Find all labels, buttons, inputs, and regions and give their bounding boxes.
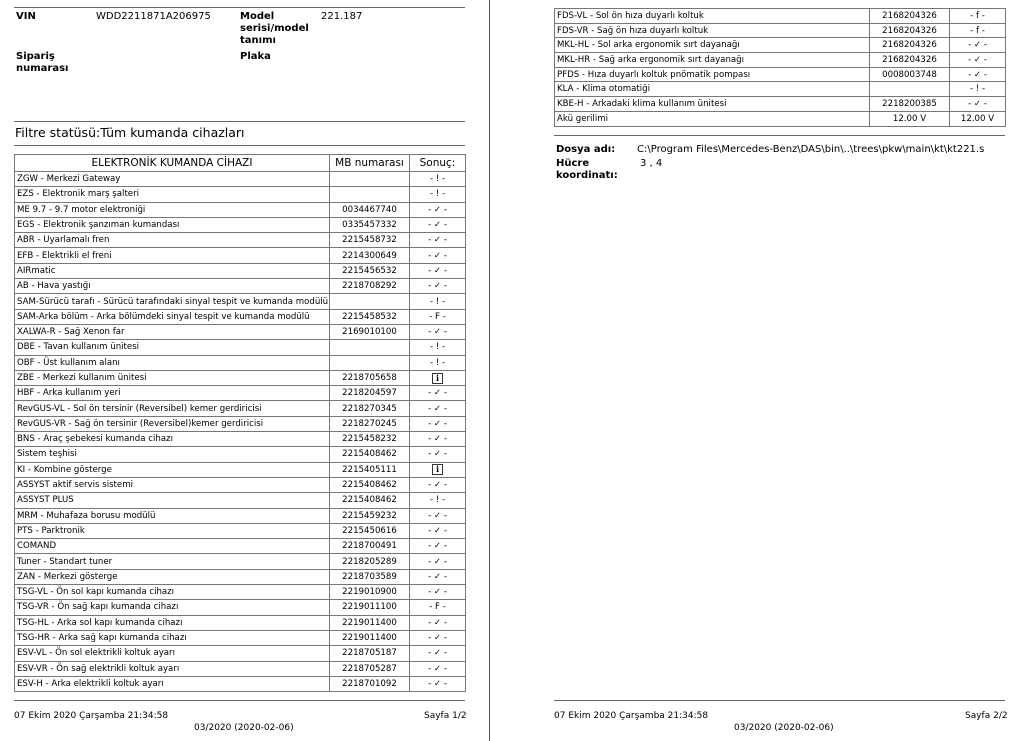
mb-number-cell: 2215456532: [330, 263, 410, 278]
result-cell: - F -: [410, 309, 466, 324]
ecu-name-cell: FDS-VR - Sağ ön hıza duyarlı koltuk: [555, 23, 870, 38]
result-cell: - ✓ -: [950, 38, 1006, 53]
result-cell: - ! -: [410, 294, 466, 309]
ecu-name-cell: ZGW - Merkezi Gateway: [15, 172, 330, 187]
ecu-name-cell: DBE - Tavan kullanım ünitesi: [15, 340, 330, 355]
mb-number-cell: 2168204326: [870, 53, 950, 68]
table-row: [15, 279, 466, 294]
mb-number-cell: 0008003748: [870, 67, 950, 82]
file-name-label: Dosya adı:: [556, 144, 616, 155]
table-row: [15, 493, 466, 508]
mb-number-cell: 0335457332: [330, 217, 410, 232]
table-row: [15, 340, 466, 355]
table-row: [15, 508, 466, 523]
mb-number-cell: [330, 355, 410, 370]
result-cell: [410, 370, 466, 385]
result-cell: - ✓ -: [410, 233, 466, 248]
table-row: [15, 477, 466, 492]
table-row: [15, 615, 466, 630]
ecu-name-cell: EFB - Elektrikli el freni: [15, 248, 330, 263]
result-cell: - F -: [410, 600, 466, 615]
plate-label: Plaka: [240, 51, 271, 62]
ecu-name-cell: SAM-Sürücü tarafı - Sürücü tarafındaki sinyal tespit ve kumanda modülü: [15, 294, 330, 309]
table-row: [555, 23, 1006, 38]
table-row: [15, 554, 466, 569]
table-row: [15, 386, 466, 401]
col-header-mb-number: MB numarası: [330, 155, 410, 172]
ecu-table-page2: [554, 8, 1006, 127]
ecu-name-cell: BNS - Araç şebekesi kumanda cihazı: [15, 432, 330, 447]
result-cell: - ✓ -: [410, 447, 466, 462]
table-row: [15, 523, 466, 538]
ecu-name-cell: MKL-HR - Sağ arka ergonomik sırt dayanağı: [555, 53, 870, 68]
mb-number-cell: 2218205289: [330, 554, 410, 569]
table-row: [15, 600, 466, 615]
footer-datetime-page1: 07 Ekim 2020 Çarşamba 21:34:58: [14, 711, 169, 721]
table-row: [15, 233, 466, 248]
mb-number-cell: 2218270245: [330, 416, 410, 431]
mb-number-cell: [330, 172, 410, 187]
mb-number-cell: 2168204326: [870, 38, 950, 53]
result-cell: [410, 462, 466, 477]
result-cell: - ✓ -: [410, 432, 466, 447]
page-divider: [489, 0, 490, 741]
table-row: [15, 676, 466, 691]
cell-coord-value: 3 , 4: [640, 158, 663, 169]
table-row: [15, 355, 466, 370]
mb-number-cell: 2168204326: [870, 9, 950, 24]
mb-number-cell: 2218701092: [330, 676, 410, 691]
result-cell: - ✓ -: [950, 97, 1006, 112]
table-row: [15, 217, 466, 232]
table-row: [15, 462, 466, 477]
mb-number-cell: 2215408462: [330, 477, 410, 492]
footer-rule-page1: [14, 700, 465, 701]
order-label-line1: Sipariş: [16, 51, 55, 62]
ecu-name-cell: TSG-HR - Arka sağ kapı kumanda cihazı: [15, 630, 330, 645]
table-row: [15, 263, 466, 278]
result-cell: - ✓ -: [410, 569, 466, 584]
result-cell: - ✓ -: [410, 523, 466, 538]
table-row: [15, 401, 466, 416]
result-cell: - ✓ -: [410, 554, 466, 569]
result-cell: - ✓ -: [410, 401, 466, 416]
file-name-value: C:\Program Files\Mercedes-Benz\DAS\bin\..\trees\pkw\main\kt\kt221.s: [637, 144, 985, 155]
vin-value: WDD2211871A206975: [96, 11, 211, 22]
table-row: [555, 67, 1006, 82]
mb-number-cell: 2218705187: [330, 646, 410, 661]
mb-number-cell: [330, 294, 410, 309]
footer-rule-page2: [554, 700, 1005, 701]
result-cell: - ✓ -: [410, 539, 466, 554]
ecu-name-cell: KBE-H - Arkadaki klima kullanım ünitesi: [555, 97, 870, 112]
mb-number-cell: 2215458732: [330, 233, 410, 248]
filter-top-rule: [14, 121, 465, 122]
result-cell: - ! -: [410, 187, 466, 202]
table-row: [15, 569, 466, 584]
result-cell: - f -: [950, 23, 1006, 38]
mb-number-cell: 2214300649: [330, 248, 410, 263]
mb-number-cell: 12.00 V: [870, 111, 950, 126]
ecu-name-cell: MRM - Muhafaza borusu modülü: [15, 508, 330, 523]
ecu-name-cell: EZS - Elektronik marş şalteri: [15, 187, 330, 202]
mb-number-cell: 2218708292: [330, 279, 410, 294]
mb-number-cell: 2219011400: [330, 615, 410, 630]
result-cell: - ✓ -: [410, 324, 466, 339]
model-value: 221.187: [321, 11, 363, 22]
table-row: [15, 370, 466, 385]
table-row: [15, 447, 466, 462]
mb-number-cell: [330, 340, 410, 355]
result-cell: - ✓ -: [410, 386, 466, 401]
table-row: [15, 324, 466, 339]
mb-number-cell: 2215405111: [330, 462, 410, 477]
mb-number-cell: 2218705658: [330, 370, 410, 385]
footer-page-number-2: Sayfa 2/2: [965, 711, 1008, 721]
result-cell: - ! -: [410, 340, 466, 355]
mb-number-cell: 2215408462: [330, 493, 410, 508]
footer-datetime-page2: 07 Ekim 2020 Çarşamba 21:34:58: [554, 711, 709, 721]
table-row: [15, 432, 466, 447]
result-cell: - ✓ -: [410, 676, 466, 691]
result-cell: - ✓ -: [410, 630, 466, 645]
mb-number-cell: 2215450616: [330, 523, 410, 538]
table-row: [15, 202, 466, 217]
result-cell: - ✓ -: [410, 646, 466, 661]
filter-status: Filtre statüsü:Tüm kumanda cihazları: [15, 125, 245, 140]
mb-number-cell: 2218705287: [330, 661, 410, 676]
table-row: [555, 111, 1006, 126]
ecu-name-cell: COMAND: [15, 539, 330, 554]
ecu-name-cell: ABR - Uyarlamalı fren: [15, 233, 330, 248]
result-cell: - f -: [950, 9, 1006, 24]
footer-page-number-1: Sayfa 1/2: [424, 711, 467, 721]
col-header-ecu: ELEKTRONİK KUMANDA CİHAZI: [15, 155, 330, 172]
mb-number-cell: 2219011400: [330, 630, 410, 645]
result-cell: - ✓ -: [950, 53, 1006, 68]
result-cell: - ! -: [410, 355, 466, 370]
filter-bottom-rule: [14, 145, 465, 146]
footer-version-page1: 03/2020 (2020-02-06): [194, 723, 294, 733]
ecu-name-cell: Tuner - Standart tuner: [15, 554, 330, 569]
mb-number-cell: [330, 187, 410, 202]
ecu-name-cell: PTS - Parktronik: [15, 523, 330, 538]
mb-number-cell: 2218200385: [870, 97, 950, 112]
table-row: [15, 187, 466, 202]
table-row: [15, 248, 466, 263]
mb-number-cell: 2215458532: [330, 309, 410, 324]
mb-number-cell: 2219011100: [330, 600, 410, 615]
ecu-name-cell: TSG-HL - Arka sol kapı kumanda cihazı: [15, 615, 330, 630]
ecu-name-cell: XALWA-R - Sağ Xenon far: [15, 324, 330, 339]
result-cell: - ✓ -: [410, 508, 466, 523]
ecu-name-cell: TSG-VR - Ön sağ kapı kumanda cihazı: [15, 600, 330, 615]
result-cell: - ✓ -: [410, 615, 466, 630]
table-row: [15, 630, 466, 645]
result-cell: - ✓ -: [410, 477, 466, 492]
result-cell: 12.00 V: [950, 111, 1006, 126]
mb-number-cell: 2219010900: [330, 585, 410, 600]
table-row: [15, 646, 466, 661]
mb-number-cell: 2168204326: [870, 23, 950, 38]
ecu-name-cell: Sistem teşhisi: [15, 447, 330, 462]
ecu-name-cell: AB - Hava yastığı: [15, 279, 330, 294]
mb-number-cell: 0034467740: [330, 202, 410, 217]
table-row: [15, 294, 466, 309]
table-row: [15, 585, 466, 600]
ecu-name-cell: EGS - Elektronik şanzıman kumandası: [15, 217, 330, 232]
mb-number-cell: 2215458232: [330, 432, 410, 447]
ecu-name-cell: ZBE - Merkezi kullanım ünitesi: [15, 370, 330, 385]
model-label-line3: tanımı: [240, 35, 276, 46]
result-cell: - ✓ -: [410, 263, 466, 278]
ecu-name-cell: AIRmatic: [15, 263, 330, 278]
result-cell: - ✓ -: [410, 416, 466, 431]
info-icon: i: [432, 464, 443, 475]
ecu-name-cell: ZAN - Merkezi gösterge: [15, 569, 330, 584]
ecu-name-cell: ASSYST PLUS: [15, 493, 330, 508]
order-label-line2: numarası: [16, 63, 69, 74]
table-row: [15, 416, 466, 431]
model-label-line2: serisi/model: [240, 23, 309, 34]
ecu-name-cell: ASSYST aktif servis sistemi: [15, 477, 330, 492]
ecu-name-cell: ESV-VL - Ön sol elektrikli koltuk ayarı: [15, 646, 330, 661]
mb-number-cell: 2169010100: [330, 324, 410, 339]
ecu-name-cell: ESV-VR - Ön sağ elektrikli koltuk ayarı: [15, 661, 330, 676]
mb-number-cell: [870, 82, 950, 97]
footer-version-page2: 03/2020 (2020-02-06): [734, 723, 834, 733]
ecu-name-cell: MKL-HL - Sol arka ergonomik sırt dayanağı: [555, 38, 870, 53]
table-row: [15, 172, 466, 187]
ecu-name-cell: Akü gerilimi: [555, 111, 870, 126]
result-cell: - ✓ -: [410, 279, 466, 294]
mb-number-cell: 2215408462: [330, 447, 410, 462]
ecu-table-page1: [14, 154, 466, 692]
result-cell: - ✓ -: [410, 661, 466, 676]
result-cell: - ! -: [410, 493, 466, 508]
result-cell: - ✓ -: [950, 67, 1006, 82]
vin-label: VIN: [16, 11, 36, 22]
result-cell: - ✓ -: [410, 217, 466, 232]
info-icon: i: [432, 373, 443, 384]
ecu-name-cell: FDS-VL - Sol ön hıza duyarlı koltuk: [555, 9, 870, 24]
result-cell: - ! -: [950, 82, 1006, 97]
model-label-line1: Model: [240, 11, 275, 22]
ecu-name-cell: RevGUS-VR - Sağ ön tersinir (Reversibel)kemer gerdiricisi: [15, 416, 330, 431]
col-header-result: Sonuç:: [410, 155, 466, 172]
result-cell: - ✓ -: [410, 202, 466, 217]
table-row: [15, 309, 466, 324]
ecu-name-cell: PFDS - Hıza duyarlı koltuk pnömatik pompası: [555, 67, 870, 82]
fileinfo-top-rule: [554, 135, 1005, 136]
cell-coord-label-line1: Hücre: [556, 158, 590, 169]
table-row: [15, 539, 466, 554]
ecu-name-cell: ESV-H - Arka elektrikli koltuk ayarı: [15, 676, 330, 691]
mb-number-cell: 2218703589: [330, 569, 410, 584]
result-cell: - ✓ -: [410, 585, 466, 600]
table-row: [555, 9, 1006, 24]
result-cell: - ! -: [410, 172, 466, 187]
mb-number-cell: 2218270345: [330, 401, 410, 416]
table-row: [15, 661, 466, 676]
ecu-name-cell: SAM-Arka bölüm - Arka bölümdeki sinyal tespit ve kumanda modülü: [15, 309, 330, 324]
cell-coord-label-line2: koordinatı:: [556, 170, 618, 181]
table-row: [555, 97, 1006, 112]
ecu-name-cell: ME 9.7 - 9.7 motor elektroniği: [15, 202, 330, 217]
ecu-name-cell: TSG-VL - Ön sol kapı kumanda cihazı: [15, 585, 330, 600]
table-row: [555, 53, 1006, 68]
ecu-name-cell: RevGUS-VL - Sol ön tersinir (Reversibel) kemer gerdiricisi: [15, 401, 330, 416]
mb-number-cell: 2218204597: [330, 386, 410, 401]
mb-number-cell: 2215459232: [330, 508, 410, 523]
ecu-name-cell: HBF - Arka kullanım yeri: [15, 386, 330, 401]
mb-number-cell: 2218700491: [330, 539, 410, 554]
result-cell: - ✓ -: [410, 248, 466, 263]
header-top-rule: [14, 7, 465, 8]
table-row: [555, 82, 1006, 97]
ecu-name-cell: OBF - Üst kullanım alanı: [15, 355, 330, 370]
table-row: [555, 38, 1006, 53]
ecu-name-cell: KLA - Klima otomatiği: [555, 82, 870, 97]
ecu-name-cell: KI - Kombine gösterge: [15, 462, 330, 477]
